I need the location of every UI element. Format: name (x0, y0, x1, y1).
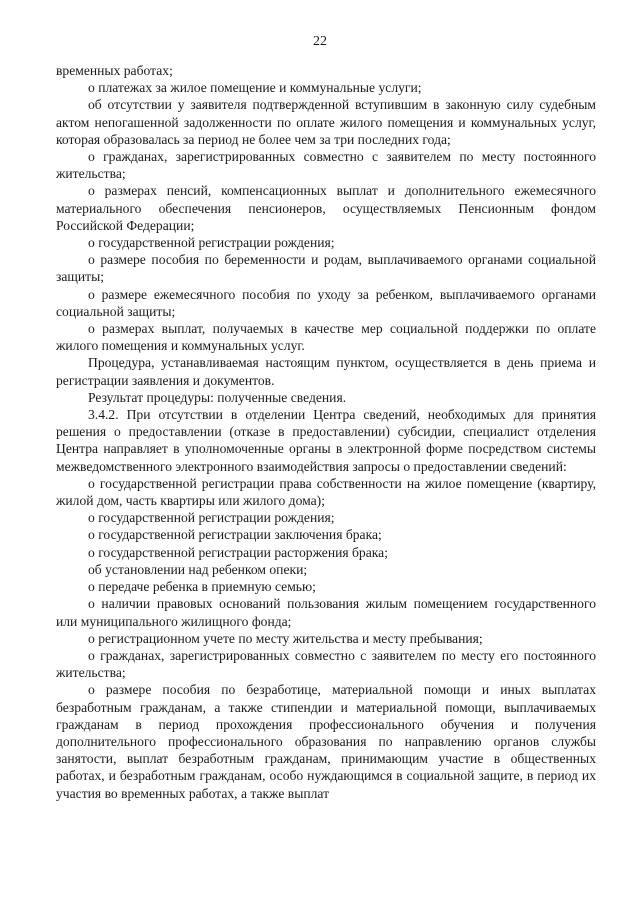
list-item: о регистрационном учете по месту жительства и месту пребывания; (88, 630, 483, 646)
list-item: о наличии правовых оснований пользования жилым помещением государственного или муниципального жилищного фонда; (56, 596, 596, 629)
section-paragraph: 3.4.2. При отсутствии в отделении Центра сведений, необходимых для принятия решения о предоставлении (отказе в предоставлении) субсидии, специалист отделения Центра направляет в уполномоченные органы в электронной форме посредством системы межведомственного электронного взаимодействия запросы о предоставлении сведений: (56, 407, 596, 474)
list-item: о размере пособия по беременности и родам, выплачиваемого органами социальной защиты; (56, 252, 596, 285)
list-item: о размерах пенсий, компенсационных выплат и дополнительного ежемесячного материального обеспечения пенсионеров, осуществляемых Пенсионным фондом Российской Федерации; (56, 183, 596, 233)
list-item: о гражданах, зарегистрированных совместно с заявителем по месту постоянного жительства; (56, 149, 596, 182)
list-item: о государственной регистрации расторжения брака; (88, 544, 388, 560)
list-item: о государственной регистрации права собственности на жилое помещение (квартиру, жилой дом, часть квартиры или жилого дома); (56, 475, 596, 509)
list-item: о государственной регистрации рождения; (88, 510, 335, 526)
list-item: о государственной регистрации заключения брака; (88, 527, 382, 543)
list-item: о размере ежемесячного пособия по уходу за ребенком, выплачиваемого органами социальной защиты; (56, 286, 596, 319)
list-item: об установлении над ребенком опеки; (88, 561, 308, 577)
list-item: о размерах выплат, получаемых в качестве мер социальной поддержки по оплате жилого помещения и коммунальных услуг. (56, 321, 596, 354)
list-item: о государственной регистрации рождения; (88, 235, 335, 251)
page-number: 22 (313, 34, 327, 49)
paragraph: временных работах; (56, 63, 173, 78)
list-item: о размере пособия по безработице, материальной помощи и иных выплатах безработным гражданам, а также стипендии и материальной помощи, выплачиваемых гражданам в период прохождения профессионального обучения и получения дополнительного профессионального образования по направлению органов службы занятости, выплат безработным гражданам, принимающим участие в общественных работах, и безработным гражданам, особо нуждающимся в социальной защите, в период их участия во временных работах, а также выплат (56, 682, 596, 801)
paragraph: Процедура, устанавливаемая настоящим пунктом, осуществляется в день приема и регистрации заявления и документов. (56, 355, 596, 388)
document-body (56, 62, 596, 802)
list-item: о передаче ребенка в приемную семью; (88, 579, 316, 595)
list-item: о платежах за жилое помещение и коммунальные услуги; (88, 80, 422, 96)
paragraph: Результат процедуры: полученные сведения. (88, 389, 347, 405)
list-item: об отсутствии у заявителя подтвержденной вступившим в законную силу судебным актом непогашенной задолженности по оплате жилого помещения и коммунальных услуг, которая образовалась за период не более чем за три последних года; (56, 97, 596, 147)
list-item: о гражданах, зарегистрированных совместно с заявителем по месту его постоянного жительства; (56, 647, 596, 681)
